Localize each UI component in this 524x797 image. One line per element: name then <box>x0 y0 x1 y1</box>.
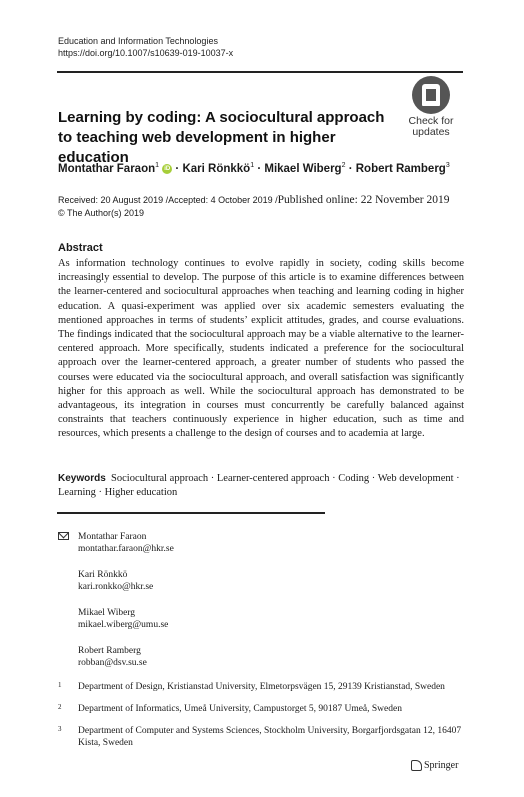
copyright: © The Author(s) 2019 <box>58 208 145 218</box>
header-rule <box>57 71 463 73</box>
affiliation-list <box>58 681 464 759</box>
keywords-text: Sociocultural approach · Learner-centered approach · Coding · Web development · Learning · Higher education <box>58 473 460 499</box>
contact-item <box>58 569 174 593</box>
author-list: Montathar Faraon$^1$ iD · Kari Rönkkö$^1$ · Mikael Wiberg$^2$ · Robert Ramberg$^3$ <box>58 162 450 175</box>
springer-horse-icon <box>411 760 422 771</box>
title-line1: Learning by coding: A sociocultural approach <box>58 109 385 126</box>
journal-name: Education and Information Technologies <box>58 36 218 46</box>
affiliation-item <box>58 681 464 693</box>
affiliation-number: 1 <box>58 681 62 689</box>
keywords-heading: Keywords <box>58 473 106 484</box>
affiliation-number: 2 <box>58 703 62 711</box>
affiliation-text: Department of Design, Kristianstad University, Elmetorpsvägen 15, 29139 Kristianstad, Sweden <box>78 682 445 692</box>
badge-line2: updates <box>412 126 450 138</box>
contact-item <box>58 607 174 631</box>
abstract-text: As information technology continues to evolve rapidly in society, coding skills become increasingly essential to develop. The purpose of this article is to examine differences between the learner-centered and sociocultural approaches when teaching and learning coding in higher education. A quasi-experiment was applied over six academic semesters evaluating the mentioned approaches in terms of students’ explicit attitudes, grades, and course evaluations. The findings indicated that the sociocultural approach may be a viable alternative to the learner-centered approach. More specifically, students indicated a preference for the sociocultural approach over the learner-centered approach, a greater number of students who passed the courses were educated via the sociocultural approach, and overall satisfaction was significantly higher for this approach as well. While the sociocultural approach has demonstrated to be advantageous, its integration in courses must concurrently be carefully balanced against constraints that teachers continuously experience in higher education, such as time and resources, which presents a challenge to the design of courses and to academia at large. <box>58 258 464 440</box>
publisher-logo <box>411 760 458 771</box>
check-for-updates-badge[interactable] <box>398 76 464 142</box>
footnote-rule <box>57 512 325 514</box>
check-for-updates-icon <box>412 76 450 114</box>
contact-email[interactable]: mikael.wiberg@umu.se <box>78 620 169 630</box>
author-name[interactable]: Robert Ramberg <box>355 162 446 175</box>
affiliation-text: Department of Computer and Systems Sciences, Stockholm University, Borgarfjordsgatan 12, 16407 Kista, Sweden <box>78 726 462 748</box>
contact-item <box>58 531 174 555</box>
contact-name: Robert Ramberg <box>78 646 141 656</box>
contact-email[interactable]: montathar.faraon@hkr.se <box>78 544 174 554</box>
keywords <box>58 472 464 500</box>
title-line2: to teaching web development in higher education <box>58 129 336 166</box>
article-title <box>58 108 388 168</box>
author-name[interactable]: Kari Rönkkö <box>182 162 251 175</box>
contact-list <box>58 531 174 683</box>
contact-email[interactable]: robban@dsv.su.se <box>78 658 147 668</box>
article-dates <box>58 194 450 220</box>
received-accepted: Received: 20 August 2019 /Accepted: 4 October 2019 / <box>58 195 278 205</box>
author-affil-sup: 3 <box>445 162 450 169</box>
journal-header <box>58 35 233 59</box>
affiliation-item <box>58 703 464 715</box>
mail-icon <box>58 532 69 540</box>
author-name[interactable]: Mikael Wiberg <box>264 162 342 175</box>
abstract-heading: Abstract <box>58 242 103 254</box>
doi-link[interactable]: https://doi.org/10.1007/s10639-019-10037-x <box>58 48 234 58</box>
author-name[interactable]: Montathar Faraon <box>58 162 156 175</box>
author-affil-sup: 1 <box>250 162 255 169</box>
publisher-name: Springer <box>424 760 459 771</box>
author-affil-sup: 1 <box>155 162 160 169</box>
badge-line1: Check for <box>408 115 454 127</box>
affiliation-item <box>58 725 464 749</box>
contact-name: Kari Rönkkö <box>78 570 128 580</box>
affiliation-text: Department of Informatics, Umeå University, Campustorget 5, 90187 Umeå, Sweden <box>78 704 402 714</box>
author-affil-sup: 2 <box>341 162 346 169</box>
contact-item <box>58 645 174 669</box>
contact-email[interactable]: kari.ronkko@hkr.se <box>78 582 154 592</box>
contact-name: Montathar Faraon <box>78 532 147 542</box>
published-online: Published online: 22 November 2019 <box>277 194 450 206</box>
contact-name: Mikael Wiberg <box>78 608 136 618</box>
affiliation-number: 3 <box>58 725 62 733</box>
orcid-icon[interactable]: iD <box>164 165 171 172</box>
